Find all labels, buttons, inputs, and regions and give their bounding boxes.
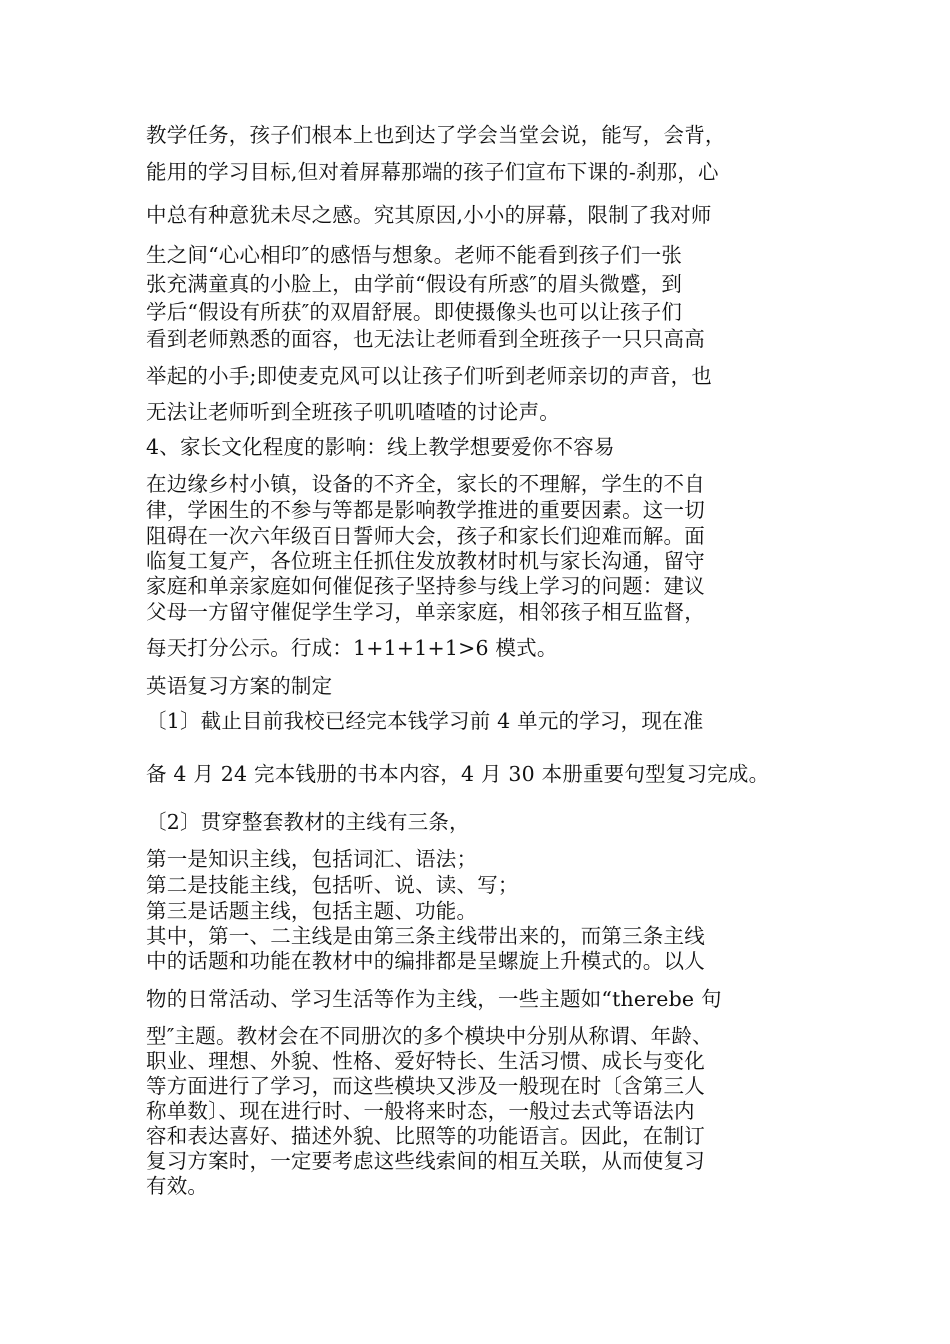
section-heading: 英语复习方案的制定 [146, 674, 333, 698]
text-line: 〔1〕截止目前我校已经完本钱学习前 4 单元的学习，现在准 [146, 709, 704, 733]
text-line: 每天打分公示。行成：1+1+1+1>6 模式。 [146, 636, 558, 660]
text-line: 〔2〕贯穿整套教材的主线有三条， [146, 810, 470, 834]
text-line: 临复工复产，各位班主任抓住发放教材时机与家长沟通，留守 [146, 549, 705, 573]
text-line: 其中，第一、二主线是由第三条主线带出来的，而第三条主线 [146, 924, 705, 948]
text-line: 学后“假设有所获″的双眉舒展。即使摄像头也可以让孩子们 [146, 300, 683, 324]
text-line: 在边缘乡村小镇，设备的不齐全，家长的不理解，学生的不自 [146, 472, 705, 496]
section-heading: 4、家长文化程度的影响：线上教学想要爱你不容易 [146, 435, 615, 459]
text-line: 阻碍在一次六年级百日誓师大会，孩子和家长们迎难而解。面 [146, 524, 705, 548]
text-line: 称单数〕、现在进行时、一般将来时态，一般过去式等语法内 [146, 1099, 695, 1123]
text-line: 张充满童真的小脸上，由学前“假设有所惑″的眉头微蹙，到 [146, 272, 683, 296]
text-line: 举起的小手;即使麦克风可以让孩子们听到老师亲切的声音，也 [146, 364, 713, 388]
text-line: 父母一方留守催促学生学习，单亲家庭，相邻孩子相互监督， [146, 600, 705, 624]
text-line: 中的话题和功能在教材中的编排都是呈螺旋上升模式的。以人 [146, 949, 705, 973]
text-line: 第二是技能主线，包括听、说、读、写； [146, 873, 519, 897]
text-line: 教学任务，孩子们根本上也到达了学会当堂会说，能写，会背， [146, 123, 726, 147]
text-line: 能用的学习目标,但对着屏幕那端的孩子们宣布下课的-刹那，心 [146, 160, 719, 184]
text-line: 型″主题。教材会在不同册次的多个模块中分别从称谓、年龄、 [146, 1024, 713, 1048]
text-line: 中总有种意犹未尽之感。究其原因,小小的屏幕，限制了我对师 [146, 203, 712, 227]
text-line: 生之间“心心相印″的感悟与想象。老师不能看到孩子们一张 [146, 243, 683, 267]
text-line: 第一是知识主线，包括词汇、语法； [146, 847, 478, 871]
text-line: 家庭和单亲家庭如何催促孩子坚持参与线上学习的问题：建议 [146, 574, 705, 598]
text-line: 等方面进行了学习，而这些模块又涉及一般现在时〔含第三人 [146, 1074, 705, 1098]
text-line: 职业、理想、外貌、性格、爱好特长、生活习惯、成长与变化 [146, 1049, 705, 1073]
text-line: 无法让老师听到全班孩子叽叽喳喳的讨论声。 [146, 400, 560, 424]
text-line: 看到老师熟悉的面容，也无法让老师看到全班孩子一只只高高 [146, 327, 705, 351]
text-line: 容和表达喜好、描述外貌、比照等的功能语言。因此，在制订 [146, 1124, 705, 1148]
text-line: 备 4 月 24 完本钱册的书本内容，4 月 30 本册重要句型复习完成。 [146, 762, 770, 786]
text-line: 复习方案时，一定要考虑这些线索间的相互关联，从而使复习 [146, 1149, 705, 1173]
text-line: 物的日常活动、学习生活等作为主线，一些主题如“therebe 句 [146, 987, 722, 1011]
text-line: 有效。 [146, 1174, 209, 1198]
text-line: 律，学困生的不参与等都是影响教学推进的重要因素。这一切 [146, 498, 705, 522]
text-line: 第三是话题主线，包括主题、功能。 [146, 899, 478, 923]
